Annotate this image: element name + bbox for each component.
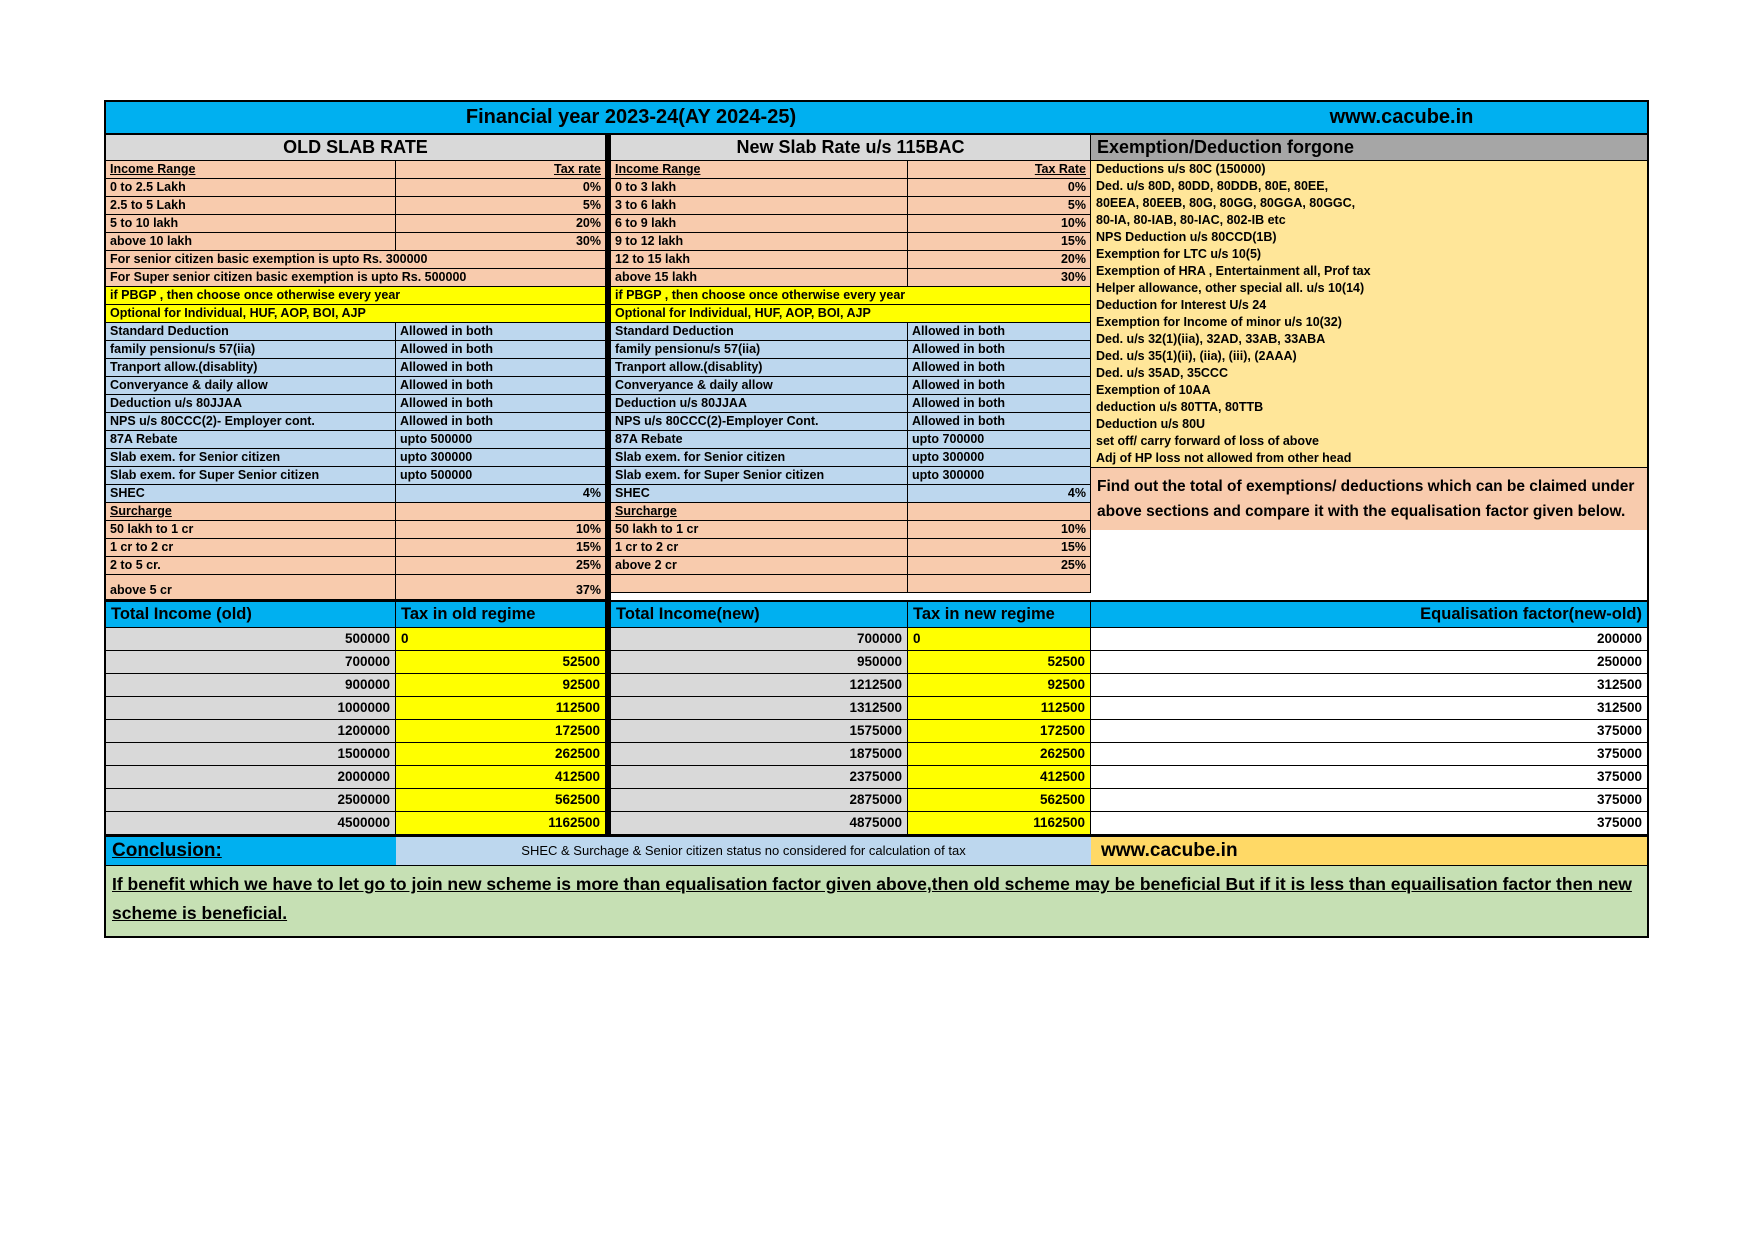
old-tax-rate-header: Tax rate — [396, 161, 605, 179]
old-surcharge-row — [106, 539, 605, 557]
equalisation-cell: 375000 — [1091, 743, 1647, 766]
new-surcharge-row — [611, 539, 1091, 557]
tax-comparison-sheet — [104, 100, 1649, 938]
new-tax-cell: 172500 — [908, 720, 1091, 743]
exemption-item: Adj of HP loss not allowed from other head — [1091, 450, 1647, 467]
new-item-label: 87A Rebate — [611, 431, 908, 449]
old-income-range-header: Income Range — [106, 161, 396, 179]
old-tax-cell: 0 — [396, 628, 611, 651]
old-item-row — [106, 359, 605, 377]
old-item-value: Allowed in both — [396, 377, 605, 395]
old-surcharge-header: Surcharge — [106, 503, 396, 521]
new-income-cell: 4875000 — [611, 812, 908, 835]
old-tax-cell: 562500 — [396, 789, 611, 812]
new-income-cell: 1875000 — [611, 743, 908, 766]
new-surcharge-blank — [908, 575, 1091, 593]
table-row — [106, 674, 1647, 697]
old-super-senior-note: For Super senior citizen basic exemption is upto Rs. 500000 — [106, 269, 605, 287]
banner-title: Financial year 2023-24(AY 2024-25) — [465, 106, 797, 128]
old-slab-row — [106, 233, 605, 251]
new-item-label: Slab exem. for Super Senior citizen — [611, 467, 908, 485]
new-item-label: family pensionu/s 57(iia) — [611, 341, 908, 359]
new-item-label: Slab exem. for Senior citizen — [611, 449, 908, 467]
new-surcharge-rate: 10% — [908, 521, 1091, 539]
table-row — [106, 743, 1647, 766]
new-item-row — [611, 467, 1091, 485]
new-slab-row — [611, 179, 1091, 197]
new-item-value: Allowed in both — [908, 413, 1091, 431]
new-regime-column — [611, 161, 1091, 600]
new-yellow-note-row — [611, 287, 1091, 305]
new-income-cell: 2875000 — [611, 789, 908, 812]
old-tax-cell: 52500 — [396, 651, 611, 674]
old-item-row — [106, 377, 605, 395]
table-row — [106, 720, 1647, 743]
old-regime-column — [106, 161, 611, 600]
new-slab-rate: 0% — [908, 179, 1091, 197]
new-slab-row — [611, 197, 1091, 215]
new-item-value: Allowed in both — [908, 377, 1091, 395]
exemption-item: Ded. u/s 80D, 80DD, 80DDB, 80E, 80EE, — [1091, 178, 1647, 195]
banner — [106, 102, 1647, 135]
exemption-column — [1091, 161, 1647, 600]
old-item-row — [106, 341, 605, 359]
new-tax-cell: 92500 — [908, 674, 1091, 697]
old-tax-cell: 262500 — [396, 743, 611, 766]
exemption-item: Deduction u/s 80U — [1091, 416, 1647, 433]
exemption-item: Exemption of 10AA — [1091, 382, 1647, 399]
old-slab-row — [106, 197, 605, 215]
new-income-cell: 2375000 — [611, 766, 908, 789]
old-slab-rate: 0% — [396, 179, 605, 197]
new-slab-title: New Slab Rate u/s 115BAC — [611, 135, 1091, 160]
old-yellow-note-row — [106, 305, 605, 323]
old-surcharge-rate: 10% — [396, 521, 605, 539]
new-tax-rate-header: Tax Rate — [908, 161, 1091, 179]
conclusion-text: If benefit which we have to let go to join new scheme is more than equalisation factor given above,then old scheme may be beneficial But if it is less than equailisation factor then new scheme is beneficial. — [106, 866, 1647, 936]
exemption-item: Exemption of HRA , Entertainment all, Prof tax — [1091, 263, 1647, 280]
old-item-value: upto 500000 — [396, 467, 605, 485]
exemption-item: Exemption for Income of minor u/s 10(32) — [1091, 314, 1647, 331]
new-surcharge-blank-row — [611, 575, 1091, 593]
new-tax-cell: 412500 — [908, 766, 1091, 789]
conclusion-website: www.cacube.in — [1091, 837, 1647, 865]
old-shec-value: 4% — [396, 485, 605, 503]
main-body — [106, 161, 1647, 600]
old-item-label: family pensionu/s 57(iia) — [106, 341, 396, 359]
old-income-cell: 4500000 — [106, 812, 396, 835]
col-header-equalisation: Equalisation factor(new-old) — [1091, 602, 1647, 627]
col-header-old-income: Total Income (old) — [106, 602, 396, 627]
new-item-value: Allowed in both — [908, 395, 1091, 413]
old-surcharge-range: 50 lakh to 1 cr — [106, 521, 396, 539]
new-shec-label: SHEC — [611, 485, 908, 503]
old-surcharge-row — [106, 521, 605, 539]
old-income-cell: 500000 — [106, 628, 396, 651]
exemption-item: NPS Deduction u/s 80CCD(1B) — [1091, 229, 1647, 246]
new-yellow-note-row — [611, 305, 1091, 323]
new-item-value: Allowed in both — [908, 341, 1091, 359]
exemption-item: Ded. u/s 32(1)(iia), 32AD, 33AB, 33ABA — [1091, 331, 1647, 348]
equalisation-cell: 375000 — [1091, 812, 1647, 835]
new-tax-cell: 262500 — [908, 743, 1091, 766]
old-surcharge-header-row — [106, 503, 605, 521]
banner-website: www.cacube.in — [1329, 106, 1474, 128]
old-surcharge-rate: 37% — [396, 575, 605, 600]
new-pbgp-note: if PBGP , then choose once otherwise every year — [611, 287, 1091, 305]
new-item-label: Deduction u/s 80JJAA — [611, 395, 908, 413]
new-slab-rate: 5% — [908, 197, 1091, 215]
old-item-label: NPS u/s 80CCC(2)- Employer cont. — [106, 413, 396, 431]
equalisation-cell: 200000 — [1091, 628, 1647, 651]
old-item-row — [106, 395, 605, 413]
conclusion-note: SHEC & Surchage & Senior citizen status no considered for calculation of tax — [396, 837, 1091, 865]
new-surcharge-rate: 15% — [908, 539, 1091, 557]
table-row — [106, 651, 1647, 674]
new-optional-note: Optional for Individual, HUF, AOP, BOI, AJP — [611, 305, 1091, 323]
new-surcharge-blank — [611, 575, 908, 593]
new-item-value: Allowed in both — [908, 323, 1091, 341]
old-income-cell: 1000000 — [106, 697, 396, 720]
new-surcharge-row — [611, 521, 1091, 539]
new-surcharge-row — [611, 557, 1091, 575]
new-surcharge-header-row — [611, 503, 1091, 521]
totals-header — [106, 600, 1647, 628]
table-row — [106, 766, 1647, 789]
equalisation-cell: 375000 — [1091, 720, 1647, 743]
old-shec-row — [106, 485, 605, 503]
new-header-row — [611, 161, 1091, 179]
old-note-row — [106, 269, 605, 287]
old-slab-range: 0 to 2.5 Lakh — [106, 179, 396, 197]
new-item-label: Converyance & daily allow — [611, 377, 908, 395]
old-yellow-note-row — [106, 287, 605, 305]
old-item-row — [106, 413, 605, 431]
new-slab-range: 0 to 3 lakh — [611, 179, 908, 197]
col-header-new-tax: Tax in new regime — [908, 602, 1091, 627]
new-shec-row — [611, 485, 1091, 503]
table-row — [106, 697, 1647, 720]
old-slab-range: above 10 lakh — [106, 233, 396, 251]
old-slab-rate: 30% — [396, 233, 605, 251]
old-header-row — [106, 161, 605, 179]
old-income-cell: 700000 — [106, 651, 396, 674]
old-optional-note: Optional for Individual, HUF, AOP, BOI, AJP — [106, 305, 605, 323]
old-surcharge-range: 1 cr to 2 cr — [106, 539, 396, 557]
table-row — [106, 812, 1647, 835]
old-surcharge-range: above 5 cr — [106, 575, 396, 600]
new-slab-rate: 30% — [908, 269, 1091, 287]
equalisation-cell: 312500 — [1091, 697, 1647, 720]
new-surcharge-header-blank — [908, 503, 1091, 521]
new-item-row — [611, 449, 1091, 467]
old-income-cell: 1500000 — [106, 743, 396, 766]
new-tax-cell: 0 — [908, 628, 1091, 651]
old-surcharge-rate: 25% — [396, 557, 605, 575]
new-slab-range: 6 to 9 lakh — [611, 215, 908, 233]
old-tax-cell: 412500 — [396, 766, 611, 789]
old-tax-cell: 92500 — [396, 674, 611, 697]
old-item-label: Converyance & daily allow — [106, 377, 396, 395]
old-slab-rate: 5% — [396, 197, 605, 215]
old-surcharge-row — [106, 575, 605, 600]
old-item-value: upto 500000 — [396, 431, 605, 449]
new-item-value: upto 700000 — [908, 431, 1091, 449]
new-item-label: NPS u/s 80CCC(2)-Employer Cont. — [611, 413, 908, 431]
equalisation-cell: 312500 — [1091, 674, 1647, 697]
new-slab-range: 3 to 6 lakh — [611, 197, 908, 215]
old-tax-cell: 112500 — [396, 697, 611, 720]
new-item-row — [611, 413, 1091, 431]
new-slab-row — [611, 269, 1091, 287]
exemption-item: deduction u/s 80TTA, 80TTB — [1091, 399, 1647, 416]
old-item-value: upto 300000 — [396, 449, 605, 467]
new-item-label: Standard Deduction — [611, 323, 908, 341]
table-row — [106, 789, 1647, 812]
equalisation-cell: 375000 — [1091, 766, 1647, 789]
new-income-cell: 950000 — [611, 651, 908, 674]
conclusion-row — [106, 835, 1647, 866]
old-item-value: Allowed in both — [396, 395, 605, 413]
old-surcharge-rate: 15% — [396, 539, 605, 557]
new-income-cell: 700000 — [611, 628, 908, 651]
new-income-cell: 1575000 — [611, 720, 908, 743]
new-tax-cell: 562500 — [908, 789, 1091, 812]
old-item-value: Allowed in both — [396, 323, 605, 341]
new-surcharge-range: 50 lakh to 1 cr — [611, 521, 908, 539]
old-pbgp-note: if PBGP , then choose once otherwise every year — [106, 287, 605, 305]
old-senior-note: For senior citizen basic exemption is upto Rs. 300000 — [106, 251, 605, 269]
exemption-item: Ded. u/s 35AD, 35CCC — [1091, 365, 1647, 382]
new-item-row — [611, 395, 1091, 413]
old-surcharge-range: 2 to 5 cr. — [106, 557, 396, 575]
new-income-range-header: Income Range — [611, 161, 908, 179]
old-item-label: Deduction u/s 80JJAA — [106, 395, 396, 413]
equalisation-cell: 250000 — [1091, 651, 1647, 674]
exemption-item: Deduction for Interest U/s 24 — [1091, 297, 1647, 314]
new-tax-cell: 1162500 — [908, 812, 1091, 835]
old-slab-rate: 20% — [396, 215, 605, 233]
old-slab-range: 2.5 to 5 Lakh — [106, 197, 396, 215]
old-note-row — [106, 251, 605, 269]
exemption-item: Exemption for LTC u/s 10(5) — [1091, 246, 1647, 263]
exemption-item: Deductions u/s 80C (150000) — [1091, 161, 1647, 178]
new-item-row — [611, 341, 1091, 359]
new-slab-row — [611, 233, 1091, 251]
new-item-row — [611, 323, 1091, 341]
exemption-title: Exemption/Deduction forgone — [1091, 135, 1647, 160]
new-item-value: upto 300000 — [908, 449, 1091, 467]
new-slab-range: 9 to 12 lakh — [611, 233, 908, 251]
exemption-note: Find out the total of exemptions/ deductions which can be claimed under above sections and compare it with the equalisation factor given below. — [1091, 467, 1647, 530]
old-item-label: Slab exem. for Super Senior citizen — [106, 467, 396, 485]
new-surcharge-range: 1 cr to 2 cr — [611, 539, 908, 557]
new-item-row — [611, 377, 1091, 395]
old-tax-cell: 1162500 — [396, 812, 611, 835]
old-item-row — [106, 323, 605, 341]
old-item-value: Allowed in both — [396, 359, 605, 377]
old-item-label: Tranport allow.(disablity) — [106, 359, 396, 377]
new-surcharge-rate: 25% — [908, 557, 1091, 575]
old-income-cell: 2000000 — [106, 766, 396, 789]
old-surcharge-row — [106, 557, 605, 575]
new-surcharge-range: above 2 cr — [611, 557, 908, 575]
exemption-item: 80EEA, 80EEB, 80G, 80GG, 80GGA, 80GGC, — [1091, 195, 1647, 212]
new-item-row — [611, 359, 1091, 377]
old-item-row — [106, 431, 605, 449]
equalisation-cell: 375000 — [1091, 789, 1647, 812]
col-header-old-tax: Tax in old regime — [396, 602, 611, 627]
old-income-cell: 2500000 — [106, 789, 396, 812]
col-header-new-income: Total Income(new) — [611, 602, 908, 627]
old-slab-row — [106, 215, 605, 233]
new-tax-cell: 112500 — [908, 697, 1091, 720]
new-slab-row — [611, 215, 1091, 233]
new-slab-range: 12 to 15 lakh — [611, 251, 908, 269]
old-item-row — [106, 449, 605, 467]
new-item-label: Tranport allow.(disablity) — [611, 359, 908, 377]
exemption-item: set off/ carry forward of loss of above — [1091, 433, 1647, 450]
new-slab-rate: 10% — [908, 215, 1091, 233]
old-item-value: Allowed in both — [396, 341, 605, 359]
old-slab-row — [106, 179, 605, 197]
old-item-label: Standard Deduction — [106, 323, 396, 341]
new-slab-range: above 15 lakh — [611, 269, 908, 287]
old-item-label: Slab exem. for Senior citizen — [106, 449, 396, 467]
exemption-item: Helper allowance, other special all. u/s 10(14) — [1091, 280, 1647, 297]
new-shec-value: 4% — [908, 485, 1091, 503]
new-item-value: upto 300000 — [908, 467, 1091, 485]
new-slab-rate: 20% — [908, 251, 1091, 269]
old-surcharge-header-blank — [396, 503, 605, 521]
old-income-cell: 900000 — [106, 674, 396, 697]
new-surcharge-header: Surcharge — [611, 503, 908, 521]
old-income-cell: 1200000 — [106, 720, 396, 743]
old-slab-title: OLD SLAB RATE — [106, 135, 611, 160]
new-item-value: Allowed in both — [908, 359, 1091, 377]
new-slab-rate: 15% — [908, 233, 1091, 251]
old-item-label: 87A Rebate — [106, 431, 396, 449]
exemption-item: 80-IA, 80-IAB, 80-IAC, 802-IB etc — [1091, 212, 1647, 229]
conclusion-label: Conclusion: — [106, 837, 396, 865]
old-tax-cell: 172500 — [396, 720, 611, 743]
new-income-cell: 1312500 — [611, 697, 908, 720]
table-row — [106, 628, 1647, 651]
new-item-row — [611, 431, 1091, 449]
exemption-item: Ded. u/s 35(1)(ii), (iia), (iii), (2AAA) — [1091, 348, 1647, 365]
new-slab-row — [611, 251, 1091, 269]
old-shec-label: SHEC — [106, 485, 396, 503]
old-item-value: Allowed in both — [396, 413, 605, 431]
old-slab-range: 5 to 10 lakh — [106, 215, 396, 233]
section-header-row — [106, 135, 1647, 161]
new-tax-cell: 52500 — [908, 651, 1091, 674]
old-item-row — [106, 467, 605, 485]
new-income-cell: 1212500 — [611, 674, 908, 697]
